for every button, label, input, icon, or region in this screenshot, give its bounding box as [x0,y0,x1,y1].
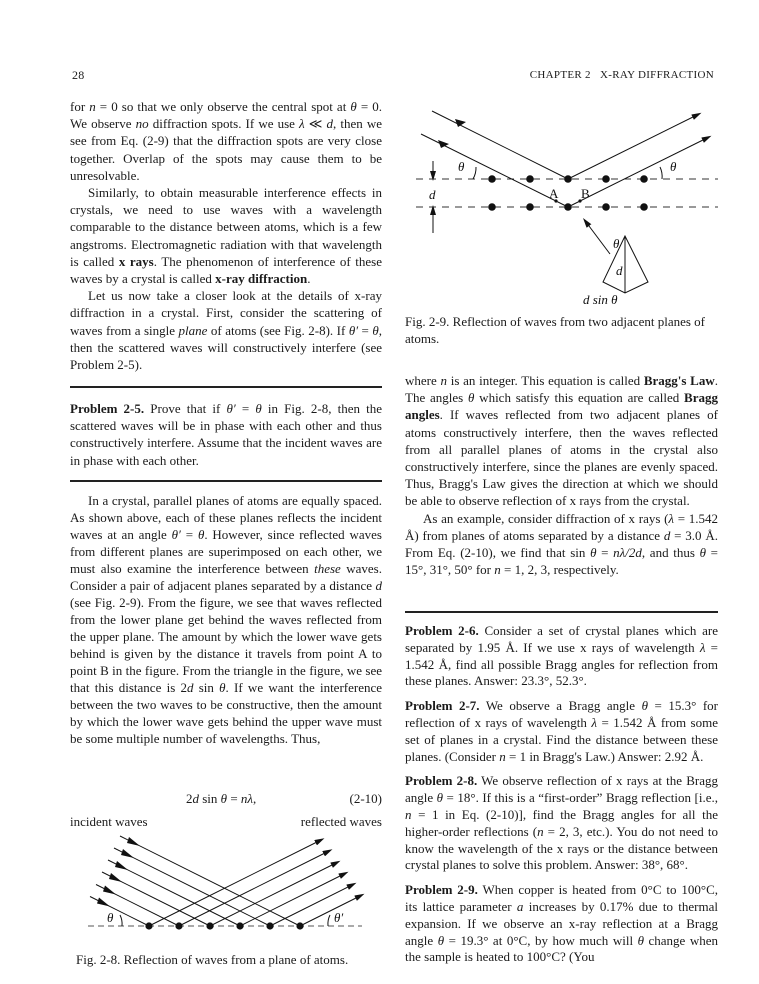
text-run: = 1.542 Å, find all possible Bragg angles for reflection from these planes. Answer: 23.3°, 52.3°. [405,639,718,689]
d-label: d [429,187,436,202]
math-symbol: no [135,116,149,132]
text-run: change when the sample is heated to 100°C? (You [405,932,719,965]
bold-term: Problem 2-9. [405,882,478,898]
bold-term: Problem 2-8. [405,773,478,789]
math-symbol: nλ/2d [613,545,642,561]
math-symbol: θ [437,932,445,948]
math-symbol: n [89,99,96,114]
bragg-law-text [405,372,718,578]
math-symbol: n [440,373,447,388]
math-symbol: d [326,116,333,132]
math-symbol: θ [219,680,226,695]
problem-2-7 [405,698,718,765]
incident-waves-label: incident waves [70,814,148,829]
bold-term: Bragg's Law [643,373,715,388]
text-run: waves. Consider a pair of adjacent planes separated by a distance [70,561,382,593]
text-run: increases by 0.17% due to thermal expansion. If we observe an x-ray reflection at a Bragg angle [405,898,718,948]
math-symbol: these [314,561,341,576]
theta-label-right: θ [670,159,677,174]
math-symbol: θ [220,791,228,806]
math-symbol: λ [591,714,597,730]
math-symbol: λ [668,510,675,526]
theta-arc-right [660,167,662,179]
text-run: diffraction spots. If we use [148,116,300,132]
equation-number: (2-10) [349,791,382,806]
text-run: where [405,373,441,388]
divider [405,611,718,613]
bold-term: x rays [118,253,154,269]
math-symbol: θ [641,698,648,714]
text-run: As an example, consider diffraction of x rays ( [423,510,669,526]
text-run: When copper is heated from 0°C to 100°C, its lattice parameter [405,882,718,914]
reflected-waves-label: reflected waves [300,814,382,829]
text-run: , then we see from Eq. (2-9) that the diffraction spots are very close together. Overlap of the spots may cause them to be unresolvable. [70,116,382,183]
text-run: = [235,401,256,416]
text-run: which satisfy this equation are called [474,390,685,406]
math-symbol: θ [197,527,205,542]
bold-term: x-ray diffraction [215,271,308,287]
triangle-d-label: d [616,263,623,278]
math-symbol: nλ [240,791,254,806]
incident-ray-upper [432,111,568,179]
math-symbol: θ [637,932,644,948]
text-run: ≪ [304,116,327,132]
reflected-ray-upper [568,115,697,179]
bold-term: Bragg angles [405,390,718,423]
theta-prime-label: θ′ [334,910,344,925]
paragraph [405,510,718,579]
text-run: 2 [186,791,193,806]
math-symbol: θ′ [226,401,236,416]
point-a-label: A [549,186,559,201]
theta-label-left: θ [458,159,465,174]
page-number: 28 [72,68,85,82]
math-symbol: plane [178,322,208,338]
text-run: Similarly, to obtain measurable interference effects in crystals, we need to use waves with a wavelength comparable to the distance between atoms, which is a few angstroms. Electromagnetic radiation with that wavelength is called [70,185,382,269]
text-run: = 15.3° for reflection of x rays of wavelength [405,698,718,730]
text-run: Let us now take a closer look at the details of x-ray diffraction in a crystal. First, consider the scattering of waves from a single [70,288,382,338]
text-run: . If we want the interference between the two waves to be constructive, then the amount by which the lower wave gets behind the upper wave must be some multiple number of wavelengths. Thus, [70,680,383,746]
math-symbol: n [494,562,501,578]
math-symbol: θ [699,545,706,561]
text-run: = 3.0 Å. From Eq. (2-10), we find that sin [405,527,718,561]
text-run: = [227,791,241,806]
text-run: , [253,791,257,806]
text-run: = 18°. If this is a “first-order” Bragg reflection [i.e., [443,790,718,806]
text-run: in Fig. 2-8, then the scattered waves will be in phase with each other and thus constructively interfere. Assume that the incident waves are in phase with each other. [70,401,382,468]
math-symbol: λ [699,639,706,655]
text-run: . [307,271,311,287]
math-symbol: n [499,748,506,764]
running-header: CHAPTER 2 X-RAY DIFFRACTION [529,69,714,81]
theta-label: θ [107,910,114,925]
bold-term: Problem 2-5. [70,401,145,416]
text-run: = 1.542 Å) from planes of atoms separated by a distance [405,510,718,543]
text-run: of atoms (see Fig. 2-8). If [207,322,349,338]
triangle-theta-label: θ [613,236,620,251]
problem-2-6 [405,623,718,690]
math-symbol: d [192,791,199,806]
triangle-pointer-arrow [586,222,610,254]
math-symbol: θ [590,545,597,561]
math-symbol: θ [436,790,444,806]
text-run: , and thus [641,545,700,561]
text-run: = 15°, 31°, 50° for [405,545,718,578]
math-symbol: d [187,680,194,695]
fig-2-9-caption: Fig. 2-9. Reflection of waves from two adjacent planes of atoms. [405,314,705,346]
math-symbol: θ [255,401,262,416]
text-run: . If waves reflected from two adjacent planes of atoms constructively interfere, then the waves reflected from all parallel planes of atoms in the crystal also constructively interfere, since the planes are evenly spaced. Thus, Bragg's Law gives the direction at which we should be able to observe reflection of x rays from the crystal. [405,407,718,509]
math-symbol: n [405,806,412,822]
math-symbol: λ [299,116,305,132]
text-run: = 1.542 Å from some set of planes in a crystal. Find the distance between these planes. (Consider [405,714,718,764]
math-symbol: a [516,898,524,914]
triangle-diagram [603,236,648,293]
text-run: In a crystal, parallel planes of atoms are equally spaced. As shown above, each of these planes reflects the incident waves at an angle [70,493,382,542]
text-run: . The angles [405,373,718,406]
problem-2-9 [405,882,718,966]
math-symbol: θ [372,322,379,338]
theta-arc-left [473,167,476,179]
text-run: Consider a set of crystal planes which are separated by 1.95 Å. If we use x rays of wavelength [405,623,719,655]
math-symbol: θ [468,390,475,406]
text-run: We observe reflection of x rays at the Bragg angle [405,773,718,806]
text-run: , then the scattered waves will constructively interfere (see Problem 2-5). [70,322,382,373]
text-run: = [180,527,198,542]
problems-list [405,623,718,974]
math-symbol: d [663,527,671,543]
text-run: sin [193,680,220,695]
text-run: = 0. We observe [70,99,382,132]
atoms [488,175,648,211]
text-run: = [358,322,373,338]
text-run: (see Fig. 2-9). From the figure, we see that waves reflected from the lower plane get behind the waves reflected from the upper plane. The amount by which the lower wave gets behind is given by the distance it travels from point A to point B in the figure. From the triangle in the figure, we see that this distance is 2 [70,595,382,695]
paragraph [405,372,718,510]
bold-term: Problem 2-7. [405,698,480,714]
math-symbol: d [375,578,382,593]
text-run: is an integer. This equation is called [447,373,644,388]
text-run: We observe a Bragg angle [479,698,642,714]
bold-term: Problem 2-6. [405,623,479,638]
text-run: sin [199,791,221,806]
text-run: = 2, 3, etc.). You do not need to know the wavelength of the x rays or the distance between crystal planes to solve this problem. Answer: 38°, 68°. [405,823,719,873]
text-run: Prove that if [144,401,227,416]
text-run: = 1, 2, 3, respectively. [500,562,619,578]
math-symbol: θ′ [348,322,359,338]
text-run: = 0 so that we only observe the central spot at [95,99,351,114]
dsin-theta-label: d sin θ [583,292,618,307]
text-run: = 1 in Eq. (2-10)], find the Bragg angles for all the higher-order reflections ( [405,806,718,839]
text-run: . However, since reflected waves from different planes are superimposed on each other, we must also examine the interference between [70,527,382,576]
point-b-label: B [581,186,590,201]
math-symbol: n [537,823,544,839]
text-run: = 19.3° at 0°C, by how much will [444,932,638,948]
fig-2-8-caption: Fig. 2-8. Reflection of waves from a plane of atoms. [76,952,349,967]
text-run: = 1 in Bragg's Law.) Answer: 2.92 Å. [505,748,704,764]
math-symbol: θ′ [171,527,181,542]
text-run: for [70,99,90,114]
math-symbol: θ [350,99,357,114]
problem-2-8 [405,773,718,874]
text-run: . The phenomenon of interference of these waves by a crystal is called [70,253,382,287]
text-run: = [596,545,614,561]
